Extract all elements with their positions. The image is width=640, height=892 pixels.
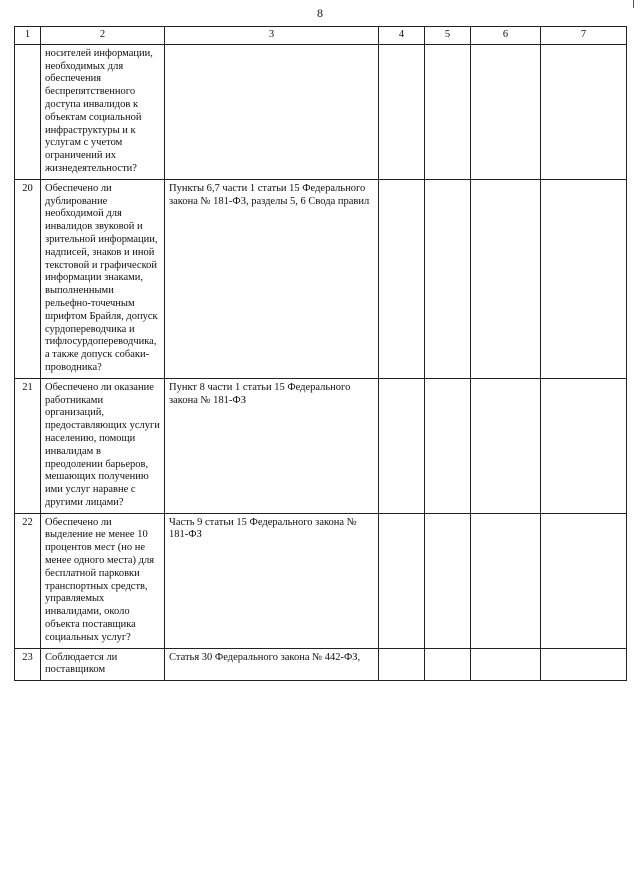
question-text: Соблюдается ли поставщиком: [41, 648, 165, 681]
answer-cell: [471, 513, 541, 648]
question-text: носителей информации, необходимых для обеспечения беспрепятственного доступа инвалидов к объектам социальной инфраструктуры и к услугам с учетом ограничений их жизнедеятельности?: [41, 44, 165, 179]
checklist-table: [14, 26, 627, 681]
question-text: Обеспечено ли дублирование необходимой для инвалидов звуковой и зрительной информации, надписей, знаков и иной текстовой и графической информации знаками, выполненными рельефно-точечным шрифтом Брайля, допуск сурдопереводчика и тифлосурдопереводчика, а также допуск собаки-проводника?: [41, 179, 165, 378]
answer-cell: [471, 44, 541, 179]
table-row: [15, 648, 627, 681]
notes-cell: [541, 513, 627, 648]
column-number: 1: [15, 27, 41, 45]
column-number: 4: [379, 27, 425, 45]
legal-basis: Пункты 6,7 части 1 статьи 15 Федерального закона № 181-ФЗ, разделы 5, 6 Свода правил: [165, 179, 379, 378]
table-row: [15, 378, 627, 513]
row-number: [15, 44, 41, 179]
table-row: [15, 513, 627, 648]
notes-cell: [541, 44, 627, 179]
legal-basis: [165, 44, 379, 179]
answer-cell: [425, 179, 471, 378]
legal-basis: Пункт 8 части 1 статьи 15 Федерального закона № 181-ФЗ: [165, 378, 379, 513]
answer-cell: [425, 44, 471, 179]
column-number: 3: [165, 27, 379, 45]
answer-cell: [471, 179, 541, 378]
column-number: 5: [425, 27, 471, 45]
row-number: 21: [15, 378, 41, 513]
answer-cell: [379, 179, 425, 378]
row-number: 22: [15, 513, 41, 648]
notes-cell: [541, 378, 627, 513]
question-text: Обеспечено ли выделение не менее 10 процентов мест (но не менее одного места) для бесплатной парковки транспортных средств, управляемых инвалидами, около объекта поставщика социальных услуг?: [41, 513, 165, 648]
table-row: [15, 179, 627, 378]
legal-basis: Статья 30 Федерального закона № 442-ФЗ,: [165, 648, 379, 681]
column-number: 7: [541, 27, 627, 45]
answer-cell: [379, 44, 425, 179]
corner-mark: [633, 0, 634, 8]
answer-cell: [471, 648, 541, 681]
answer-cell: [425, 378, 471, 513]
answer-cell: [379, 648, 425, 681]
table-row: [15, 44, 627, 179]
notes-cell: [541, 179, 627, 378]
column-number-row: [15, 27, 627, 45]
question-text: Обеспечено ли оказание работниками организаций, предоставляющих услуги населению, помощи инвалидам в преодолении барьеров, мешающих получению ими услуг наравне с другими лицами?: [41, 378, 165, 513]
answer-cell: [379, 378, 425, 513]
column-number: 6: [471, 27, 541, 45]
legal-basis: Часть 9 статьи 15 Федерального закона № 181-ФЗ: [165, 513, 379, 648]
row-number: 20: [15, 179, 41, 378]
column-number: 2: [41, 27, 165, 45]
notes-cell: [541, 648, 627, 681]
row-number: 23: [15, 648, 41, 681]
answer-cell: [471, 378, 541, 513]
answer-cell: [425, 648, 471, 681]
answer-cell: [379, 513, 425, 648]
page-number: 8: [317, 6, 323, 20]
answer-cell: [425, 513, 471, 648]
